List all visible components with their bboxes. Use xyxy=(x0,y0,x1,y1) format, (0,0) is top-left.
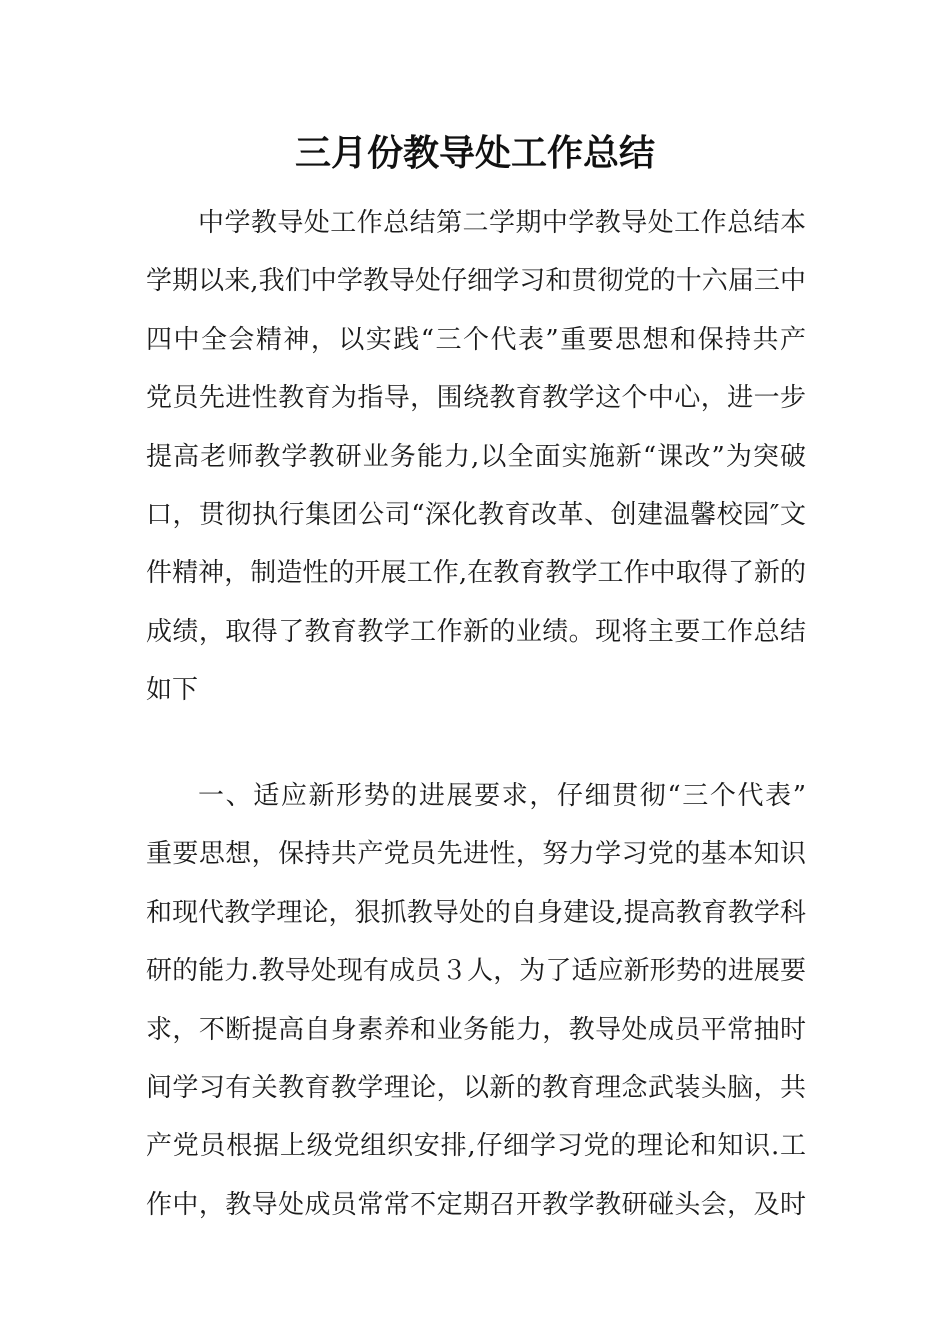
text-line: 成绩，取得了教育教学工作新的业绩。现将主要工作总结 xyxy=(146,616,806,647)
text-line: 间学习有关教育教学理论，以新的教育理念武装头脑，共 xyxy=(146,1072,806,1103)
paragraph-intro xyxy=(146,194,806,720)
paragraph-section-one xyxy=(146,767,806,1234)
text-line: 和现代教学理论，狠抓教导处的自身建设,提高教育教学科 xyxy=(146,897,806,928)
text-line: 提高老师教学教研业务能力,以全面实施新“课改”为突破 xyxy=(146,441,806,472)
text-line: 求，不断提高自身素养和业务能力，教导处成员平常抽时 xyxy=(146,1014,806,1045)
document-title: 三月份教导处工作总结 xyxy=(294,132,655,174)
text-line: 四中全会精神，以实践“三个代表”重要思想和保持共产 xyxy=(146,324,806,355)
text-line: 一、适应新形势的进展要求，仔细贯彻“三个代表” xyxy=(198,781,806,811)
text-line: 如下 xyxy=(146,675,199,706)
text-line: 中学教导处工作总结第二学期中学教导处工作总结本 xyxy=(198,208,806,238)
text-line: 重要思想，保持共产党员先进性，努力学习党的基本知识 xyxy=(146,839,806,870)
text-line: 产党员根据上级党组织安排,仔细学习党的理论和知识.工 xyxy=(146,1131,806,1162)
text-line: 口，贯彻执行集团公司“深化教育改革、创建温馨校园″文 xyxy=(146,499,806,530)
text-line: 研的能力.教导处现有成员３人，为了适应新形势的进展要 xyxy=(146,956,806,987)
text-line: 件精神，制造性的开展工作,在教育教学工作中取得了新的 xyxy=(146,558,806,589)
text-line: 党员先进性教育为指导，围绕教育教学这个中心，进一步 xyxy=(146,383,806,414)
text-line: 作中，教导处成员常常不定期召开教学教研碰头会，及时 xyxy=(146,1189,806,1220)
text-line: 学期以来,我们中学教导处仔细学习和贯彻党的十六届三中 xyxy=(146,266,806,297)
